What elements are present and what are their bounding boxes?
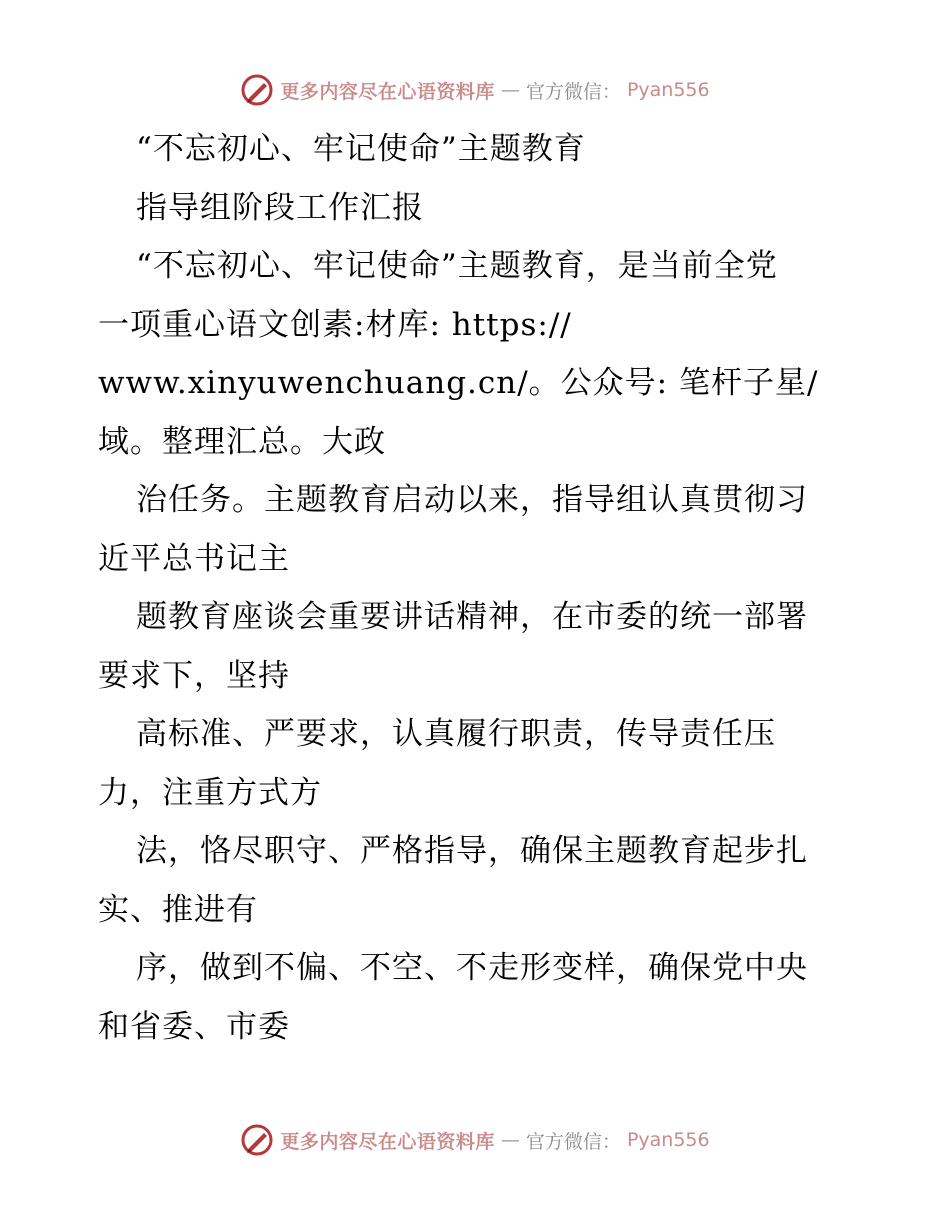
banner-title: 更多内容尽在心语资料库 xyxy=(280,80,495,103)
doc-paragraph-line: 力，注重方式方 xyxy=(98,774,322,811)
doc-paragraph-line: 一项重心语文创素:材库: https:// xyxy=(98,306,572,343)
banner-title: 更多内容尽在心语资料库 xyxy=(280,1130,495,1153)
doc-paragraph-line: 域。整理汇总。大政 xyxy=(98,423,386,460)
banner-wechat-account: Pyan556 xyxy=(626,79,710,101)
doc-paragraph-line: 题教育座谈会重要讲话精神，在市委的统一部署 xyxy=(136,599,808,635)
doc-paragraph-line: 和省委、市委 xyxy=(98,1008,290,1045)
footer-banner xyxy=(0,1120,950,1160)
footer-banner-inner xyxy=(240,1123,709,1157)
doc-paragraph-line: 高标准、严要求，认真履行职责，传导责任压 xyxy=(136,716,776,752)
header-banner-inner xyxy=(240,73,709,107)
doc-url-line: www.xinyuwenchuang.cn/。公众号: 笔杆子星/ xyxy=(98,365,819,401)
document-body xyxy=(98,120,858,1056)
doc-paragraph-line: 序，做到不偏、不空、不走形变样，确保党中央 xyxy=(136,950,808,986)
doc-paragraph-line: 治任务。主题教育启动以来，指导组认真贯彻习 xyxy=(136,482,808,518)
doc-paragraph-line: 实、推进有 xyxy=(98,891,258,928)
header-banner xyxy=(0,70,950,110)
doc-paragraph-line: 法，恪尽职守、严格指导，确保主题教育起步扎 xyxy=(136,833,808,869)
banner-separator: — xyxy=(500,1129,520,1151)
banner-separator: — xyxy=(500,79,520,101)
pen-logo-icon xyxy=(240,73,274,107)
doc-title-line-1: “不忘初心、牢记使命”主题教育 xyxy=(136,131,586,167)
doc-title-line-2: 指导组阶段工作汇报 xyxy=(136,189,424,226)
banner-wechat-label: 官方微信： xyxy=(525,80,621,103)
doc-paragraph-line: 要求下，坚持 xyxy=(98,657,290,694)
banner-wechat-account: Pyan556 xyxy=(626,1129,710,1151)
doc-paragraph-line: “不忘初心、牢记使命”主题教育，是当前全党 xyxy=(136,248,778,284)
banner-wechat-label: 官方微信： xyxy=(525,1130,621,1153)
doc-paragraph-line: 近平总书记主 xyxy=(98,540,290,577)
pen-logo-icon xyxy=(240,1123,274,1157)
